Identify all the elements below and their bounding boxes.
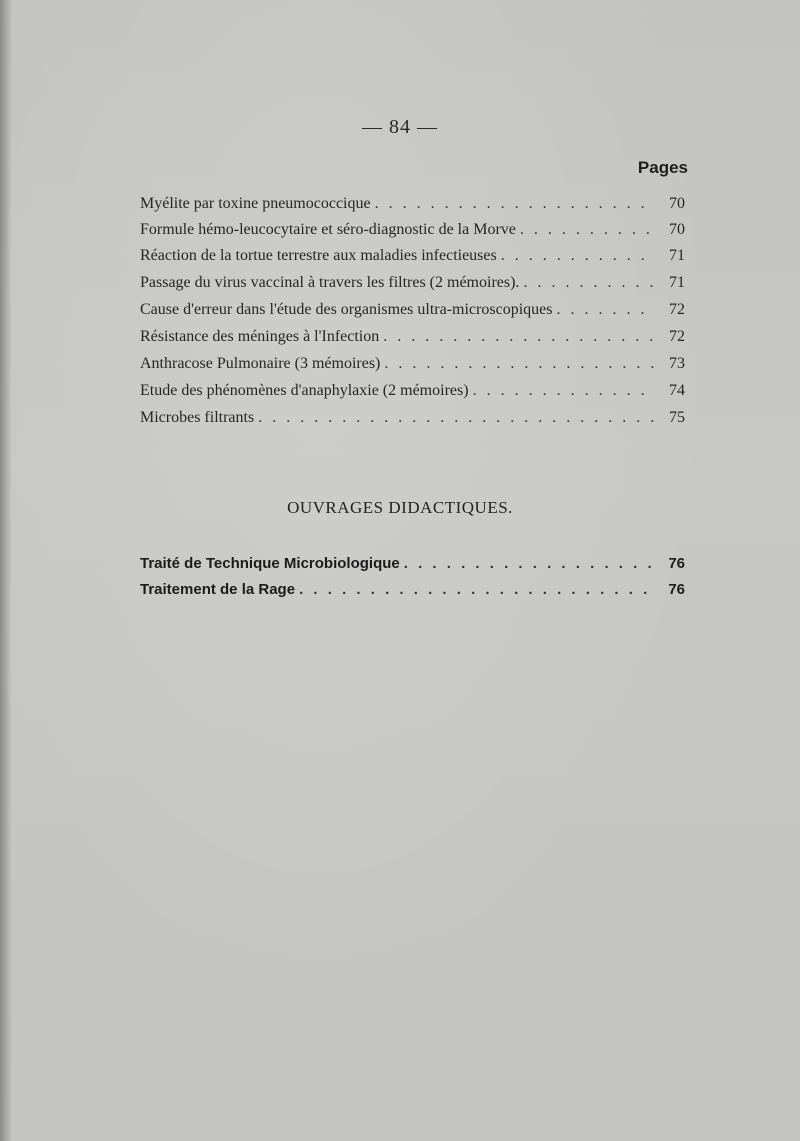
- dot-leader: [523, 274, 655, 292]
- pages-column-header: Pages: [637, 158, 688, 177]
- toc-entry-title: Etude des phénomènes d'anaphylaxie (2 mémoires): [140, 382, 469, 399]
- dot-leader: [404, 555, 655, 572]
- dot-leader: [299, 581, 655, 598]
- toc-entry: [140, 195, 685, 219]
- toc-entry-page: 71: [669, 247, 685, 264]
- toc-entry-page: 74: [669, 382, 685, 399]
- dot-leader: [501, 247, 655, 265]
- toc-entry-page: 70: [669, 221, 685, 238]
- toc-entry-title: Microbes filtrants: [140, 409, 255, 426]
- toc-entry: [140, 247, 685, 271]
- toc-entry: [140, 355, 685, 379]
- toc-entry: [140, 301, 685, 325]
- page-number: — 84 —: [362, 116, 438, 138]
- toc-entry-title: Traitement de la Rage: [140, 581, 296, 598]
- toc-entry-page: 72: [669, 301, 685, 318]
- toc-entry: [140, 555, 685, 579]
- toc-entry-title: Passage du virus vaccinal à travers les filtres (2 mémoires).: [140, 274, 520, 291]
- toc-entry: [140, 382, 685, 406]
- toc-entry-page: 76: [668, 581, 685, 598]
- toc-entry-title: Traité de Technique Microbiologique: [140, 555, 400, 572]
- toc-entry-title: Formule hémo-leucocytaire et séro-diagnostic de la Morve: [140, 221, 516, 238]
- toc-entry-page: 76: [668, 555, 685, 572]
- toc-entry: [140, 581, 685, 605]
- dot-leader: [384, 355, 655, 373]
- toc-entry: [140, 274, 685, 298]
- toc-entry-page: 75: [669, 409, 685, 426]
- dot-leader: [520, 221, 655, 239]
- toc-entry-page: 73: [669, 355, 685, 372]
- toc-entry-title: Cause d'erreur dans l'étude des organismes ultra-microscopiques: [140, 301, 553, 318]
- dot-leader: [375, 195, 655, 213]
- dot-leader: [258, 409, 655, 427]
- toc-entry-page: 71: [669, 274, 685, 291]
- dot-leader: [473, 382, 655, 400]
- toc-entry: [140, 409, 685, 433]
- toc-entry-title: Anthracose Pulmonaire (3 mémoires): [140, 355, 381, 372]
- toc-entry-title: Résistance des méninges à l'Infection: [140, 328, 380, 345]
- toc-entry-page: 72: [669, 328, 685, 345]
- dot-leader: [556, 301, 655, 319]
- toc-entry-title: Réaction de la tortue terrestre aux maladies infectieuses: [140, 247, 497, 264]
- toc-entry-title: Myélite par toxine pneumococcique: [140, 195, 371, 212]
- toc-entry: [140, 221, 685, 245]
- toc-entry-page: 70: [669, 195, 685, 212]
- toc-entry: [140, 328, 685, 352]
- section-heading: OUVRAGES DIDACTIQUES.: [287, 498, 513, 517]
- page-edge-shadow: [0, 0, 12, 1141]
- dot-leader: [383, 328, 655, 346]
